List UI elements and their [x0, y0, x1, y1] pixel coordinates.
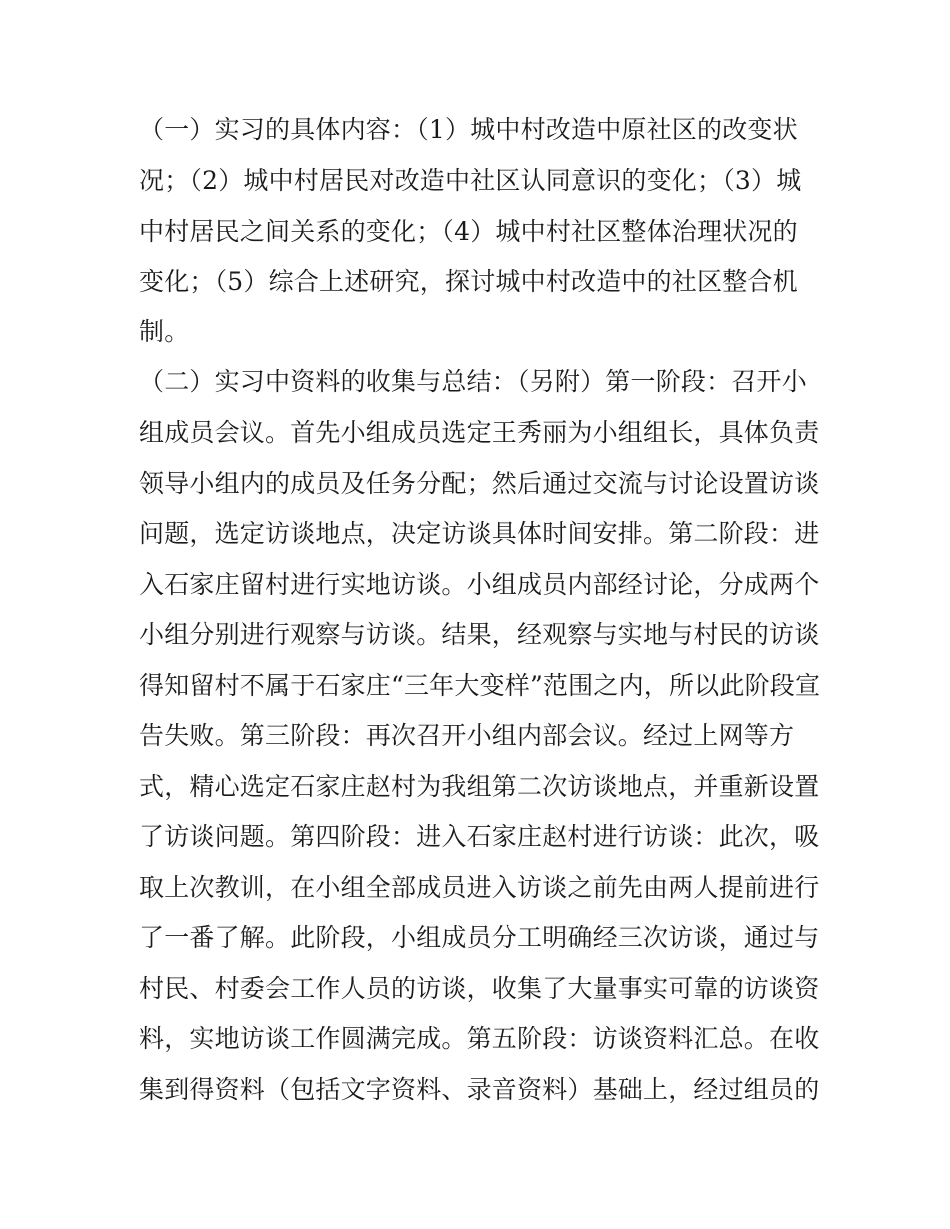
text-line: （二）实习中资料的收集与总结：（另附）第一阶段：召开小 [139, 367, 807, 396]
text-line: 小组分别进行观察与访谈。结果，经观察与实地与村民的访谈 [139, 620, 820, 649]
text-line: 了访谈问题。第四阶段：进入石家庄赵村进行访谈：此次，吸 [139, 822, 820, 851]
text-line: 村民、村委会工作人员的访谈，收集了大量事实可靠的访谈资 [139, 974, 820, 1003]
text-line: 问题，选定访谈地点，决定访谈具体时间安排。第二阶段：进 [139, 519, 820, 548]
text-line: 告失败。第三阶段：再次召开小组内部会议。经过上网等方 [139, 721, 795, 750]
text-line: 制。 [139, 317, 190, 346]
text-line: 入石家庄留村进行实地访谈。小组成员内部经讨论，分成两个 [139, 570, 820, 599]
text-line: 领导小组内的成员及任务分配；然后通过交流与讨论设置访谈 [139, 469, 820, 498]
text-line: 取上次教训，在小组全部成员进入访谈之前先由两人提前进行 [139, 873, 820, 902]
text-line: 变化；（5）综合上述研究，探讨城中村改造中的社区整合机 [139, 267, 798, 296]
text-line: 得知留村不属于石家庄“三年大变样”范围之内，所以此阶段宣 [139, 671, 821, 700]
text-line: 组成员会议。首先小组成员选定王秀丽为小组组长，具体负责 [139, 418, 820, 447]
text-line: 集到得资料（包括文字资料、录音资料）基础上，经过组员的 [139, 1075, 820, 1104]
text-line: 况；（2）城中村居民对改造中社区认同意识的变化；（3）城 [139, 166, 802, 195]
text-line: 了一番了解。此阶段，小组成员分工明确经三次访谈，通过与 [139, 923, 820, 952]
text-line: 中村居民之间关系的变化；（4）城中村社区整体治理状况的 [139, 217, 798, 246]
text-line: （一）实习的具体内容：（1）城中村改造中原社区的改变状 [139, 115, 798, 144]
text-line: 料，实地访谈工作圆满完成。第五阶段：访谈资料汇总。在收 [139, 1024, 820, 1053]
text-line: 式，精心选定石家庄赵村为我组第二次访谈地点，并重新设置 [139, 772, 820, 801]
